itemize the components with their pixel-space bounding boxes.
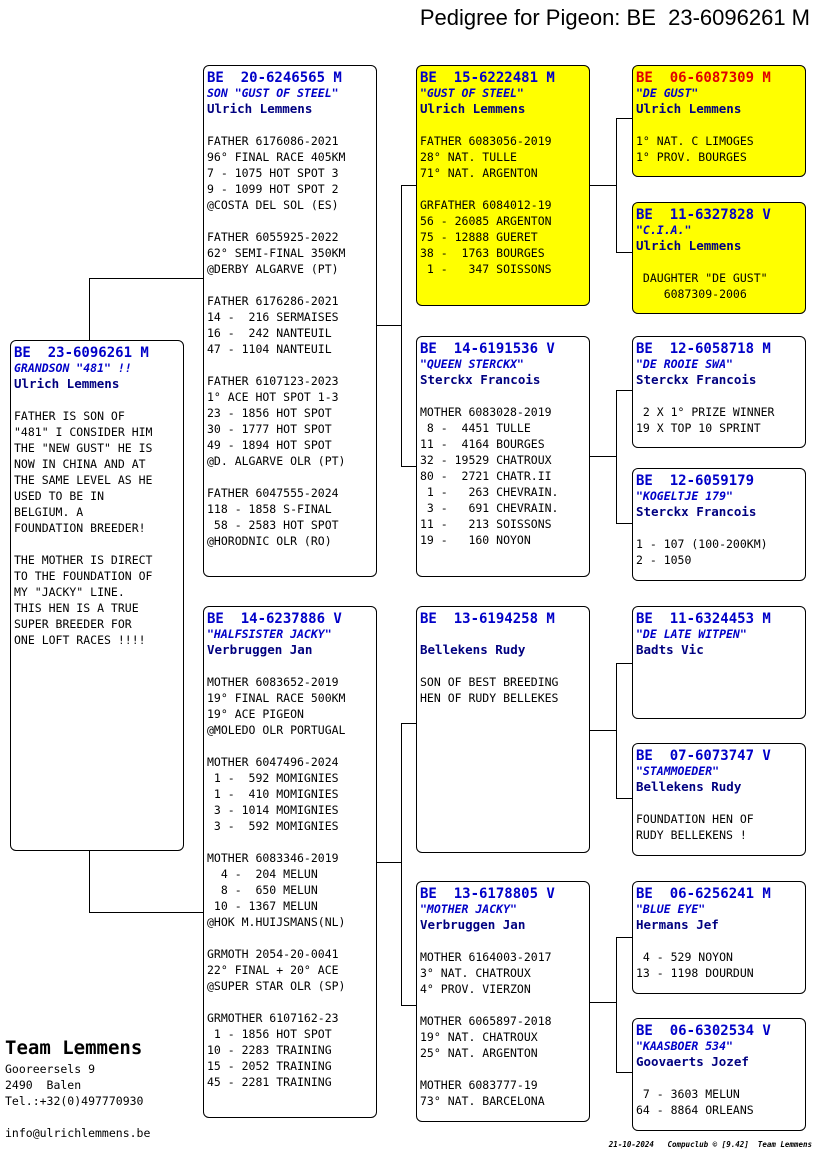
pigeon-owner: Sterckx Francois xyxy=(420,372,541,387)
pigeon-owner: Badts Vic xyxy=(636,642,704,657)
connector-line xyxy=(589,730,616,731)
pigeon-card-main[interactable] xyxy=(10,340,184,851)
connector-line xyxy=(376,862,401,863)
pigeon-nickname: GRANDSON "481" !! xyxy=(14,361,132,375)
pigeon-notes: FATHER 6083056-2019 28° NAT. TULLE 71° NAT. ARGENTON GRFATHER 6084012-19 56 - 26085 ARGENTON 75 - 12888 GUERET 38 - 1763 BOURGES 1 - 347 SOISSONS xyxy=(420,134,552,276)
pigeon-card-ffm[interactable] xyxy=(632,202,806,314)
connector-line xyxy=(89,912,204,913)
pigeon-card-father[interactable] xyxy=(203,65,377,577)
ring-number: BE 14-6237886 V xyxy=(207,611,342,627)
ring-number: BE 12-6059179 xyxy=(636,473,755,489)
pigeon-card-father-mother[interactable] xyxy=(416,336,590,577)
connector-line xyxy=(589,185,616,186)
pigeon-card-father-father[interactable] xyxy=(416,65,590,306)
team-address: Gooreersels 9 2490 Balen Tel.:+32(0)497770930 xyxy=(5,1062,144,1108)
pigeon-notes: 1 - 107 (100-200KM) 2 - 1050 xyxy=(636,537,768,567)
connector-line xyxy=(616,937,633,938)
connector-line xyxy=(616,118,617,253)
connector-line xyxy=(616,663,617,799)
pigeon-nickname: SON "GUST OF STEEL" xyxy=(207,86,339,100)
pigeon-owner: Ulrich Lemmens xyxy=(636,238,742,253)
pigeon-nickname: "BLUE EYE" xyxy=(636,902,706,916)
pigeon-owner: Goovaerts Jozef xyxy=(636,1054,749,1069)
pigeon-nickname: "DE GUST" xyxy=(636,86,699,100)
pigeon-card-mother[interactable] xyxy=(203,606,377,1118)
ring-number: BE 06-6087309 M xyxy=(636,70,771,86)
connector-line xyxy=(616,252,633,253)
ring-number: BE 15-6222481 M xyxy=(420,70,555,86)
print-credit: 21-10-2024 Compuclub © [9.42] Team Lemmens xyxy=(608,1140,812,1149)
pigeon-owner: Ulrich Lemmens xyxy=(420,101,526,116)
ring-number: BE 13-6178805 V xyxy=(420,886,555,902)
pigeon-nickname: "DE ROOIE SWA" xyxy=(636,357,733,371)
pigeon-notes: 1° NAT. C LIMOGES 1° PROV. BOURGES xyxy=(636,134,754,164)
pigeon-owner: Ulrich Lemmens xyxy=(14,376,120,391)
ring-number: BE 12-6058718 M xyxy=(636,341,771,357)
ring-number: BE 06-6302534 V xyxy=(636,1023,771,1039)
pigeon-nickname: "DE LATE WITPEN" xyxy=(636,627,747,641)
pigeon-notes: SON OF BEST BREEDING HEN OF RUDY BELLEKES xyxy=(420,675,559,705)
connector-line xyxy=(616,663,633,664)
pigeon-notes: FATHER IS SON OF "481" I CONSIDER HIM THE "NEW GUST" HE IS NOW IN CHINA AND AT THE SAME LEVEL AS HE USED TO BE IN BELGIUM. A FOUNDATION BREEDER! THE MOTHER IS DIRECT TO THE FOUNDATION OF MY "JACKY" LINE. THIS HEN IS A TRUE SUPER BREEDER FOR ONE LOFT RACES !!!! xyxy=(14,409,153,647)
pigeon-nickname: "QUEEN STERCKX" xyxy=(420,357,524,371)
pigeon-notes: 7 - 3603 MELUN 64 - 8864 ORLEANS xyxy=(636,1087,754,1117)
ring-number: BE 11-6324453 M xyxy=(636,611,771,627)
pigeon-nickname: "GUST OF STEEL" xyxy=(420,86,524,100)
ring-number: BE 06-6256241 M xyxy=(636,886,771,902)
ring-number: BE 14-6191536 V xyxy=(420,341,555,357)
pigeon-card-mother-mother[interactable] xyxy=(416,881,590,1122)
connector-line xyxy=(89,851,90,913)
pigeon-card-fff[interactable] xyxy=(632,65,806,177)
pigeon-notes: 2 X 1° PRIZE WINNER 19 X TOP 10 SPRINT xyxy=(636,405,775,435)
pigeon-owner: Ulrich Lemmens xyxy=(636,101,742,116)
connector-line xyxy=(89,278,90,340)
ring-number: BE 23-6096261 M xyxy=(14,345,149,361)
ring-number: BE 07-6073747 V xyxy=(636,748,771,764)
pigeon-card-fmm[interactable] xyxy=(632,468,806,581)
pigeon-owner: Bellekens Rudy xyxy=(420,642,526,657)
pigeon-card-mmf[interactable] xyxy=(632,881,806,994)
pigeon-card-mff[interactable] xyxy=(632,606,806,719)
pigeon-owner: Sterckx Francois xyxy=(636,372,757,387)
connector-line xyxy=(616,798,633,799)
pigeon-card-mmm[interactable] xyxy=(632,1018,806,1131)
pigeon-card-mother-father[interactable] xyxy=(416,606,590,853)
connector-line xyxy=(616,1072,633,1073)
connector-line xyxy=(376,325,401,326)
ring-number: BE 13-6194258 M xyxy=(420,611,555,627)
team-name: Team Lemmens xyxy=(5,1037,143,1059)
connector-line xyxy=(401,185,417,186)
pigeon-nickname xyxy=(420,627,586,642)
connector-line xyxy=(589,456,616,457)
pigeon-owner: Hermans Jef xyxy=(636,917,719,932)
pigeon-nickname: "KAASBOER 534" xyxy=(636,1039,733,1053)
connector-line xyxy=(401,466,417,467)
pigeon-notes: 4 - 529 NOYON 13 - 1198 DOURDUN xyxy=(636,950,754,980)
ring-number: BE 20-6246565 M xyxy=(207,70,342,86)
connector-line xyxy=(616,118,633,119)
pigeon-nickname: "MOTHER JACKY" xyxy=(420,902,517,916)
pigeon-owner: Verbruggen Jan xyxy=(207,642,313,657)
pigeon-card-fmf[interactable] xyxy=(632,336,806,448)
pigeon-notes: FATHER 6176086-2021 96° FINAL RACE 405KM 7 - 1075 HOT SPOT 3 9 - 1099 HOT SPOT 2 @COSTA DEL SOL (ES) FATHER 6055925-2022 62° SEMI-FINAL 350KM @DERBY ALGARVE (PT) FATHER 6176286-2021 14 - 216 SERMAISES 16 - 242 NANTEUIL 47 - 1104 NANTEUIL FATHER 6107123-2023 1° ACE HOT SPOT 1-3 23 - 1856 HOT SPOT 30 - 1777 HOT SPOT 49 - 1894 HOT SPOT @D. ALGARVE OLR (PT) FATHER 6047555-2024 118 - 1858 S-FINAL 58 - 2583 HOT SPOT @HORODNIC OLR (RO) xyxy=(207,134,346,548)
page-title: Pedigree for Pigeon: BE 23-6096261 M xyxy=(419,5,810,30)
pigeon-card-mfm[interactable] xyxy=(632,743,806,856)
connector-line xyxy=(401,723,417,724)
pigeon-notes: MOTHER 6164003-2017 3° NAT. CHATROUX 4° PROV. VIERZON MOTHER 6065897-2018 19° NAT. CHATROUX 25° NAT. ARGENTON MOTHER 6083777-19 73° NAT. BARCELONA xyxy=(420,950,552,1108)
pigeon-nickname: "HALFSISTER JACKY" xyxy=(207,627,332,641)
pigeon-owner: Bellekens Rudy xyxy=(636,779,742,794)
pigeon-notes: DAUGHTER "DE GUST" 6087309-2006 xyxy=(642,271,768,301)
pigeon-owner: Verbruggen Jan xyxy=(420,917,526,932)
pigeon-owner: Ulrich Lemmens xyxy=(207,101,313,116)
pigeon-nickname: "KOGELTJE 179" xyxy=(636,489,733,503)
connector-line xyxy=(616,390,617,524)
pigeon-notes: MOTHER 6083028-2019 8 - 4451 TULLE 11 - 4164 BOURGES 32 - 19529 CHATROUX 80 - 2721 CHATR.II 1 - 263 CHEVRAIN. 3 - 691 CHEVRAIN. 11 - 213 SOISSONS 19 - 160 NOYON xyxy=(420,405,559,547)
pigeon-nickname: "STAMMOEDER" xyxy=(636,764,720,778)
ring-number: BE 11-6327828 V xyxy=(636,207,771,223)
connector-line xyxy=(616,523,633,524)
connector-line xyxy=(616,937,617,1073)
connector-line xyxy=(89,278,204,279)
pigeon-notes: MOTHER 6083652-2019 19° FINAL RACE 500KM 19° ACE PIGEON @MOLEDO OLR PORTUGAL MOTHER 6047496-2024 1 - 592 MOMIGNIES 1 - 410 MOMIGNIES 3 - 1014 MOMIGNIES 3 - 592 MOMIGNIES MOTHER 6083346-2019 4 - 204 MELUN 8 - 650 MELUN 10 - 1367 MELUN @HOK M.HUIJSMANS(NL) GRMOTH 2054-20-0041 22° FINAL + 20° ACE @SUPER STAR OLR (SP) GRMOTHER 6107162-23 1 - 1856 HOT SPOT 10 - 2283 TRAINING 15 - 2052 TRAINING 45 - 2281 TRAINING xyxy=(207,675,346,1089)
pigeon-nickname: "C.I.A." xyxy=(636,223,692,237)
pigeon-owner: Sterckx Francois xyxy=(636,504,757,519)
connector-line xyxy=(589,1002,616,1003)
connector-line xyxy=(401,1005,417,1006)
pigeon-notes: FOUNDATION HEN OF RUDY BELLEKENS ! xyxy=(636,812,754,842)
connector-line xyxy=(401,723,402,1006)
team-email[interactable]: info@ulrichlemmens.be xyxy=(5,1126,151,1140)
connector-line xyxy=(401,185,402,467)
connector-line xyxy=(616,390,633,391)
